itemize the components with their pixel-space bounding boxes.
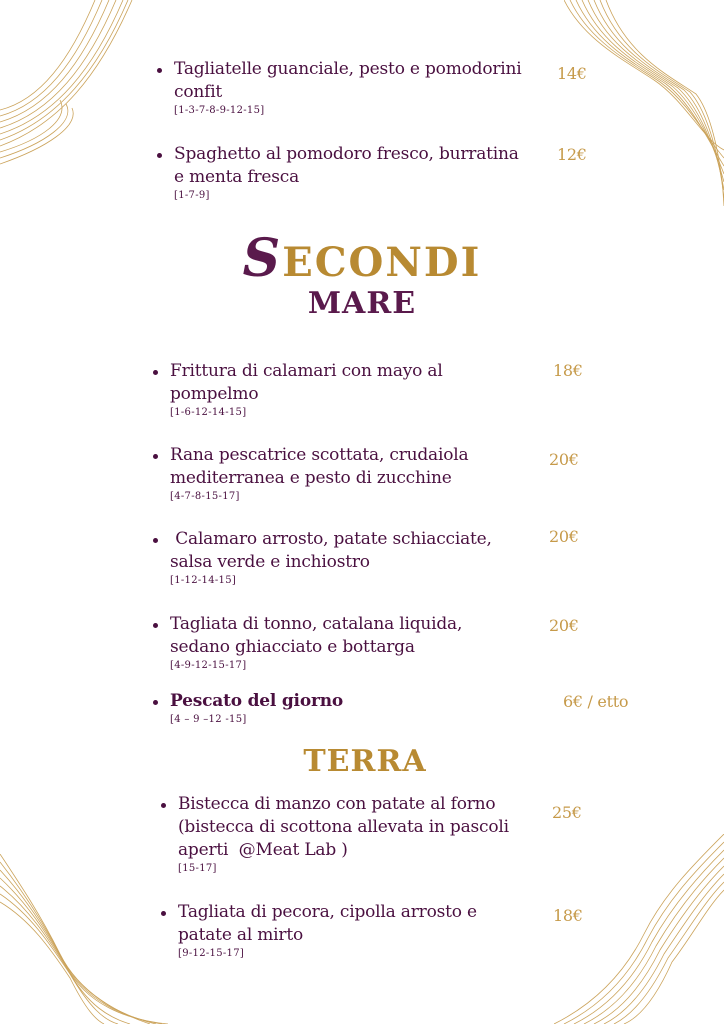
corner-wave-bottom-left-decoration — [0, 854, 170, 1024]
dish-price: 25€ — [552, 803, 582, 822]
menu-item — [170, 360, 443, 420]
bullet — [161, 803, 166, 808]
dish-name-line: sedano ghiacciato e bottarga — [170, 637, 415, 657]
dish-price: 20€ — [549, 616, 579, 635]
dish-name-line: (bistecca di scottona allevata in pascoli — [178, 817, 509, 837]
dish-name-line: Tagliata di tonno, catalana liquida, — [170, 614, 463, 634]
section-title-initial: S — [242, 228, 283, 289]
bullet — [153, 623, 158, 628]
dish-name-line: Pescato del giorno — [170, 691, 344, 711]
allergen-codes: [4-7-8-15-17] — [170, 491, 240, 502]
corner-wave-top-right-decoration — [564, 0, 724, 220]
bullet — [153, 538, 158, 543]
corner-wave-top-left-decoration — [0, 0, 140, 170]
dish-name-line: mediterranea e pesto di zucchine — [170, 468, 452, 488]
dish-price: 6€ / etto — [563, 692, 629, 711]
bullet — [161, 911, 166, 916]
dish-name-line: Tagliata di pecora, cipolla arrosto e — [178, 902, 477, 922]
menu-item — [170, 444, 468, 504]
dish-price: 12€ — [557, 145, 587, 164]
allergen-codes: [4-9-12-15-17] — [170, 660, 247, 671]
menu-item — [178, 793, 509, 876]
dish-price: 18€ — [553, 906, 583, 925]
corner-wave-bottom-right-decoration — [554, 834, 724, 1024]
bullet — [157, 68, 162, 73]
allergen-codes: [15-17] — [178, 863, 217, 874]
subsection-heading-mare: MARE — [307, 286, 417, 321]
allergen-codes: [1-3-7-8-9-12-15] — [174, 105, 265, 116]
menu-item — [170, 613, 462, 673]
bullet — [153, 454, 158, 459]
subsection-heading-terra: TERRA — [303, 744, 427, 779]
dish-price: 20€ — [549, 527, 579, 546]
bullet — [153, 370, 158, 375]
dish-name-line: Rana pescatrice scottata, crudaiola — [170, 445, 469, 465]
dish-name-line: aperti @Meat Lab ) — [178, 840, 348, 860]
allergen-codes: [1-7-9] — [174, 190, 210, 201]
dish-name-line: Calamaro arrosto, patate schiacciate, — [170, 529, 492, 549]
dish-price: 20€ — [549, 450, 579, 469]
menu-item — [174, 143, 519, 203]
dish-name-line: e menta fresca — [174, 167, 300, 187]
section-title — [0, 228, 724, 289]
dish-name-line: pompelmo — [170, 384, 259, 404]
allergen-codes: [1-6-12-14-15] — [170, 407, 247, 418]
dish-name-line: Tagliatelle guanciale, pesto e pomodorini — [174, 59, 522, 79]
dish-name-line: Bistecca di manzo con patate al forno — [178, 794, 496, 814]
menu-item — [170, 528, 492, 588]
allergen-codes: [9-12-15-17] — [178, 948, 245, 959]
dish-price: 18€ — [553, 361, 583, 380]
dish-name-line: confit — [174, 82, 223, 102]
menu-item — [178, 901, 477, 961]
allergen-codes: [4 – 9 –12 -15] — [170, 714, 247, 725]
allergen-codes: [1-12-14-15] — [170, 575, 237, 586]
dish-name-line: patate al mirto — [178, 925, 304, 945]
bullet — [157, 153, 162, 158]
dish-price: 14€ — [557, 64, 587, 83]
dish-name-line: Frittura di calamari con mayo al — [170, 361, 443, 381]
menu-item — [174, 58, 522, 118]
bullet — [153, 700, 158, 705]
dish-name-line: Spaghetto al pomodoro fresco, burratina — [174, 144, 519, 164]
menu-item — [170, 690, 343, 727]
section-title-rest: ECONDI — [282, 239, 482, 286]
dish-name-line: salsa verde e inchiostro — [170, 552, 370, 572]
